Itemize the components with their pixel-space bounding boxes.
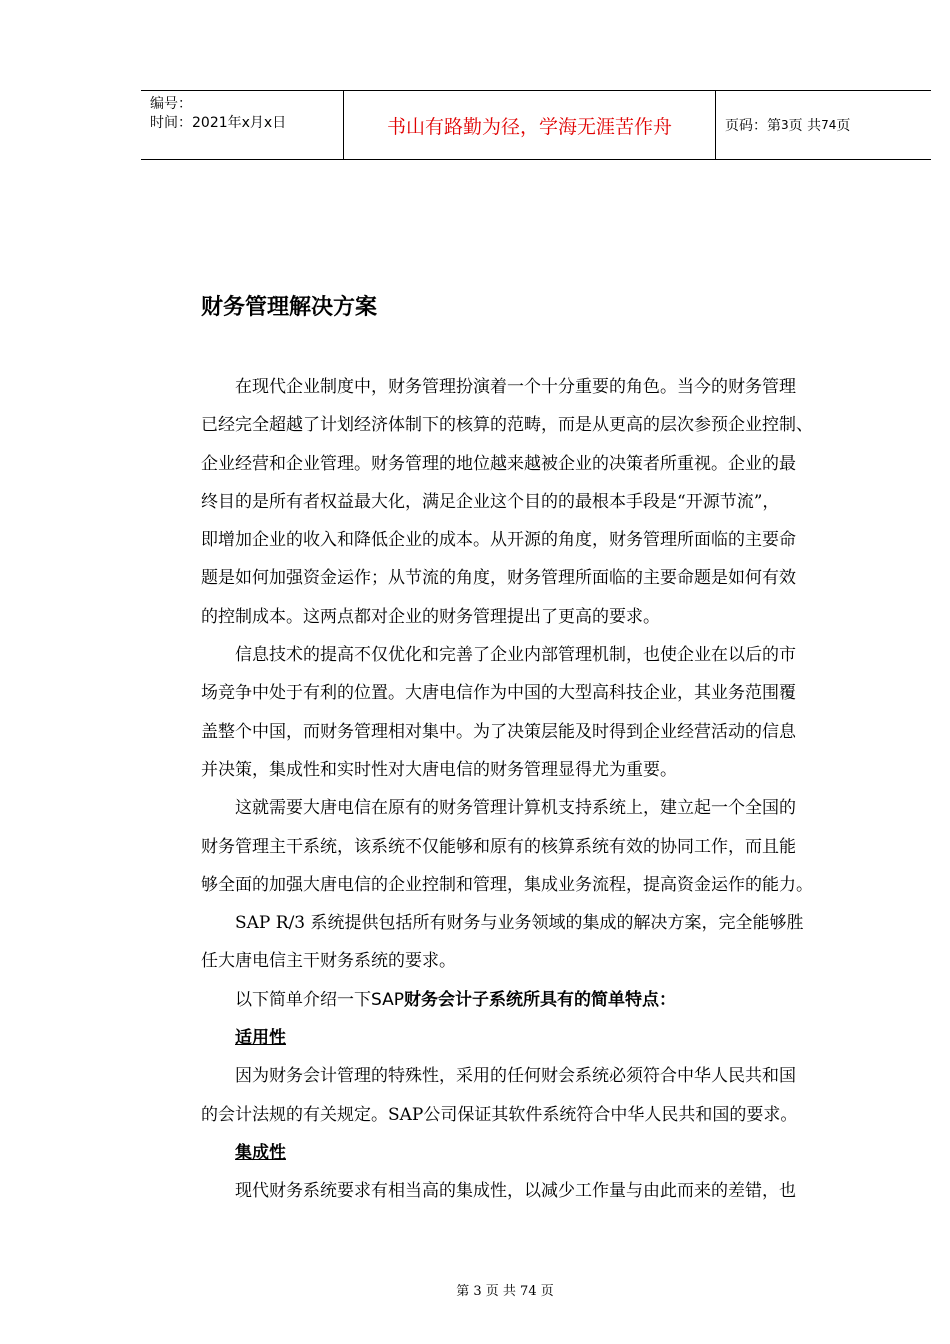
paragraph-line: 这就需要大唐电信在原有的财务管理计算机支持系统上，建立起一个全国的 [235, 798, 796, 819]
header-page-info [716, 91, 931, 159]
paragraph-line: 企业经营和企业管理。财务管理的地位越来越被企业的决策者所重视。企业的最 [201, 453, 796, 474]
page-footer: 第 3 页 共 74 页 [456, 1284, 554, 1299]
paragraph-line: 盖整个中国，而财务管理相对集中。为了决策层能及时得到企业经营活动的信息 [201, 721, 796, 742]
paragraph-line: 财务管理主干系统，该系统不仅能够和原有的核算系统有效的协同工作，而且能 [201, 836, 796, 857]
page-mid-label: 页 共 [788, 118, 822, 134]
paragraph-line: 终目的是所有者权益最大化，满足企业这个目的的最根本手段是“开源节流”， [201, 491, 780, 512]
page-label: 页码：第 [725, 118, 781, 134]
paragraph-line: 因为财务会计管理的特殊性，采用的任何财会系统必须符合中华人民共和国 [235, 1066, 796, 1087]
number-label: 编号： [150, 96, 192, 112]
paragraph-line: 信息技术的提高不仅优化和完善了企业内部管理机制，也使企业在以后的市 [235, 645, 796, 666]
paragraph-line: 现代财务系统要求有相当高的集成性，以减少工作量与由此而来的差错，也 [235, 1181, 796, 1202]
header-meta [141, 91, 343, 159]
document-body [201, 368, 876, 1211]
paragraph-line: 的控制成本。这两点都对企业的财务管理提出了更高的要求。 [201, 606, 660, 627]
page-total: 74 [821, 118, 837, 132]
paragraph-line: 场竞争中处于有利的位置。大唐电信作为中国的大型高科技企业，其业务范围覆 [201, 683, 796, 704]
section-heading [201, 1019, 876, 1057]
heading-applicability: 适用性 [235, 1028, 286, 1049]
heading-integration: 集成性 [235, 1142, 286, 1163]
page-number: 3 [781, 118, 789, 132]
sap-label: SAP [371, 989, 404, 1010]
document-header [141, 90, 931, 160]
intro-emphasis: 财务会计子系统所具有的简单特点： [404, 989, 676, 1010]
paragraph-line: 在现代企业制度中，财务管理扮演着一个十分重要的角色。当今的财务管理 [235, 377, 796, 397]
paragraph-line: 题是如何加强资金运作；从节流的角度，财务管理所面临的主要命题是如何有效 [201, 568, 796, 589]
paragraph-line: 即增加企业的收入和降低企业的成本。从开源的角度，财务管理所面临的主要命 [201, 530, 796, 551]
time-label: 时间：2021年x月x日 [150, 115, 287, 131]
paragraph-line: 的会计法规的有关规定。SAP公司保证其软件系统符合中华人民共和国的要求。 [201, 1104, 798, 1125]
paragraph-line: SAP R/3 系统提供包括所有财务与业务领域的集成的解决方案，完全能够胜 [235, 913, 804, 934]
section-heading [201, 1134, 876, 1172]
paragraph-line: 并决策，集成性和实时性对大唐电信的财务管理显得尤为重要。 [201, 759, 677, 780]
header-motto: 书山有路勤为径，学海无涯苦作舟 [343, 91, 716, 159]
intro-text: 以下简单介绍一下 [235, 989, 371, 1010]
paragraph-line [201, 981, 876, 1019]
paragraph-line: 已经完全超越了计划经济体制下的核算的范畴，而是从更高的层次参预企业控制、 [201, 415, 813, 436]
document-title: 财务管理解决方案 [201, 295, 378, 320]
paragraph-line: 任大唐电信主干财务系统的要求。 [201, 951, 456, 972]
paragraph-line: 够全面的加强大唐电信的企业控制和管理，集成业务流程，提高资金运作的能力。 [201, 874, 813, 895]
page-end-label: 页 [836, 118, 851, 134]
